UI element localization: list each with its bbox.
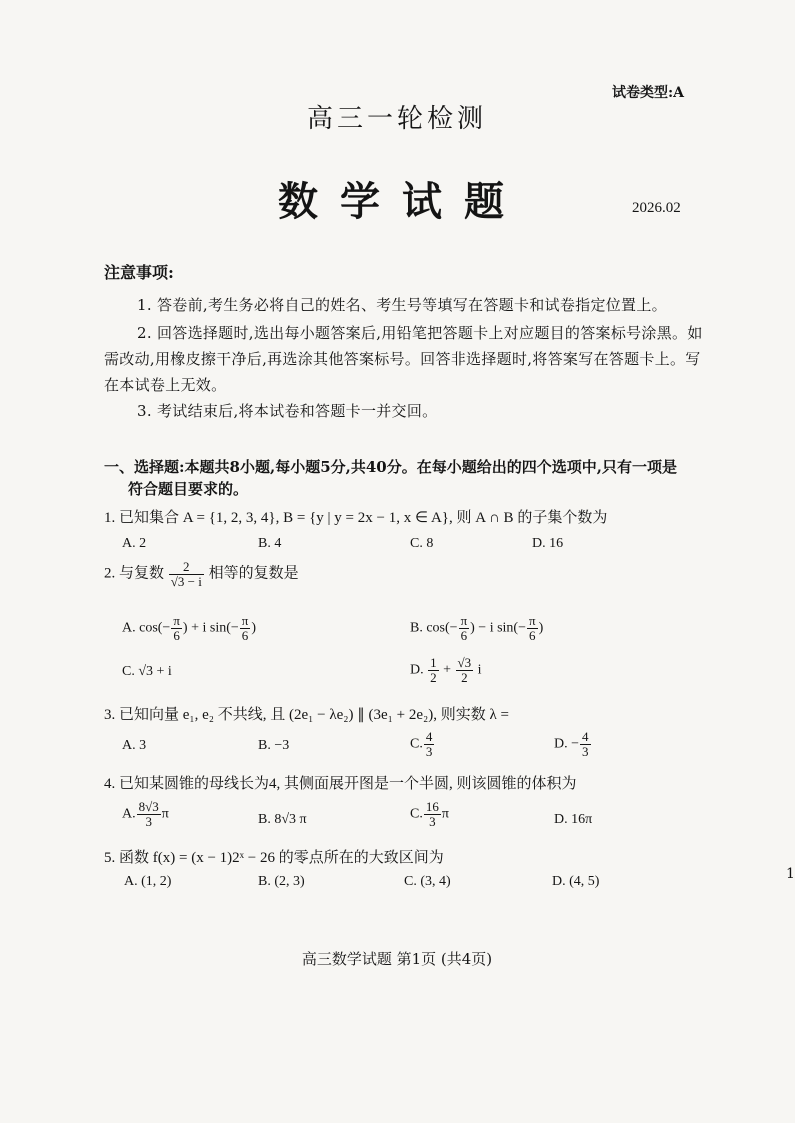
q3d-frac-num: 4 (582, 729, 589, 744)
question-5-option-d: D. (4, 5) (552, 874, 600, 889)
notice-item-1: 1. 答卷前,考生务必将自己的姓名、考生号等填写在答题卡和试卷指定位置上。 (137, 296, 667, 314)
q4c-frac (424, 800, 441, 828)
notice-heading: 注意事项: (104, 263, 174, 282)
q2d-plus: + (443, 662, 452, 678)
q2b-frac1-num: π (460, 613, 468, 628)
q2d-i: i (477, 662, 482, 678)
q2d-prefix: D. (410, 662, 424, 678)
q3d-frac-den: 3 (582, 743, 589, 759)
question-4-option-b: B. 8√3 π (258, 812, 307, 827)
section-heading-line1: 一、选择题:本题共8小题,每小题5分,共40分。在每小题给出的四个选项中,只有一项是 (104, 458, 677, 476)
exam-title: 数学试题 (278, 178, 526, 225)
edge-mark: 1 (786, 866, 795, 882)
q2a-frac1-den: 6 (173, 627, 180, 643)
q2b-frac1-den: 6 (460, 627, 468, 643)
q4a-frac-den: 3 (145, 813, 152, 829)
q2a-frac2-den: 6 (241, 627, 249, 643)
question-5-option-c: C. (3, 4) (404, 874, 451, 889)
q2d-frac2-num: √3 (457, 655, 472, 670)
q4a-suffix: π (161, 806, 169, 822)
q2b-suffix: ) (538, 620, 544, 636)
q2d-frac2 (456, 656, 474, 684)
question-1-option-b: B. 4 (258, 536, 282, 551)
q2b-mid: ) − i sin(− (470, 620, 526, 636)
question-3-option-c (410, 730, 435, 758)
question-4-stem: 4. 已知某圆锥的母线长为4, 其侧面展开图是一个半圆, 则该圆锥的体积为 (104, 776, 577, 792)
q3c-frac-den: 3 (425, 743, 433, 759)
q2d-frac1 (428, 656, 439, 684)
question-2-stem-prefix: 2. 与复数 (104, 565, 165, 582)
notice-item-2: 2. 回答选择题时,选出每小题答案后,用铅笔把答题卡上对应题目的答案标号涂黑。如需改动,用橡皮擦干净后,再选涂其他答案标号。回答非选择题时,将答案写在答题卡上。写在本试卷上无效。 (104, 324, 703, 394)
question-2-stem-suffix: 相等的复数是 (208, 565, 299, 582)
question-2-fraction (169, 560, 204, 588)
question-4-option-a (122, 800, 169, 828)
q4c-frac-num: 16 (425, 799, 439, 814)
notice-item-3: 3. 考试结束后,将本试卷和答题卡一并交回。 (137, 402, 438, 420)
question-3-option-a: A. 3 (122, 738, 147, 753)
question-2-option-b (410, 614, 543, 642)
exam-subtitle: 高三一轮检测 (306, 104, 487, 134)
q4a-frac-num: 8√3 (138, 799, 159, 814)
q3d-frac (580, 730, 591, 758)
q3d-prefix: D. − (554, 736, 580, 752)
q2a-frac1-num: π (173, 613, 180, 628)
q2a-frac2 (240, 614, 251, 642)
q3c-frac (424, 730, 435, 758)
q2a-suffix: ) (251, 620, 257, 636)
q2d-frac1-den: 2 (430, 669, 437, 685)
q4a-prefix: A. (122, 806, 136, 822)
q2b-frac2-num: π (528, 613, 536, 628)
q2a-frac1 (171, 614, 182, 642)
q3c-prefix: C. (410, 736, 423, 752)
question-1-option-a: A. 2 (122, 536, 147, 551)
page-footer: 高三数学试题 第1页 (共4页) (301, 950, 493, 968)
question-5-option-b: B. (2, 3) (258, 874, 305, 889)
q4c-frac-den: 3 (429, 813, 436, 829)
question-1-stem: 1. 已知集合 A = {1, 2, 3, 4}, B = {y | y = 2x − 1, x ∈ A}, 则 A ∩ B 的子集个数为 (104, 510, 608, 526)
q3c-frac-num: 4 (425, 729, 433, 744)
q2a-mid: ) + i sin(− (182, 620, 239, 636)
q4c-prefix: C. (410, 806, 423, 822)
question-4-option-d: D. 16π (554, 812, 593, 827)
question-2-option-d (410, 656, 482, 684)
q2b-frac2-den: 6 (529, 627, 536, 643)
question-2-fraction-den: √3 − i (170, 573, 202, 589)
question-5-option-a: A. (1, 2) (124, 874, 172, 889)
q2b-frac2 (527, 614, 538, 642)
question-1-option-c: C. 8 (410, 536, 434, 551)
question-3-stem: 3. 已知向量 e₁, e₂ 不共线, 且 (2e₁ − λe₂) ∥ (3e₁ + 2e₂), 则实数 λ = (104, 707, 509, 723)
question-5-stem: 5. 函数 f(x) = (x − 1)2ˣ − 26 的零点所在的大致区间为 (104, 850, 444, 866)
question-4-option-c (410, 800, 449, 828)
q2a-prefix: A. cos(− (122, 620, 171, 636)
question-2-option-a (122, 614, 256, 642)
question-2-fraction-num: 2 (169, 560, 204, 575)
question-2-stem (104, 560, 299, 588)
section-heading-line2: 符合题目要求的。 (128, 480, 249, 498)
question-3-option-d (554, 730, 592, 758)
q2a-frac2-num: π (241, 613, 249, 628)
question-2-option-c: C. √3 + i (122, 664, 172, 679)
q2d-frac2-den: 2 (461, 669, 468, 685)
q2b-prefix: B. cos(− (410, 620, 458, 636)
question-1-option-d: D. 16 (532, 536, 564, 551)
question-3-option-b: B. −3 (258, 738, 290, 753)
q2d-frac1-num: 1 (430, 655, 437, 670)
q4a-frac (137, 800, 161, 828)
exam-date: 2026.02 (632, 200, 681, 216)
paper-type-label: 试卷类型:A (612, 85, 685, 101)
q2b-frac1 (459, 614, 470, 642)
section-heading (104, 456, 704, 500)
q4c-suffix: π (441, 806, 449, 822)
